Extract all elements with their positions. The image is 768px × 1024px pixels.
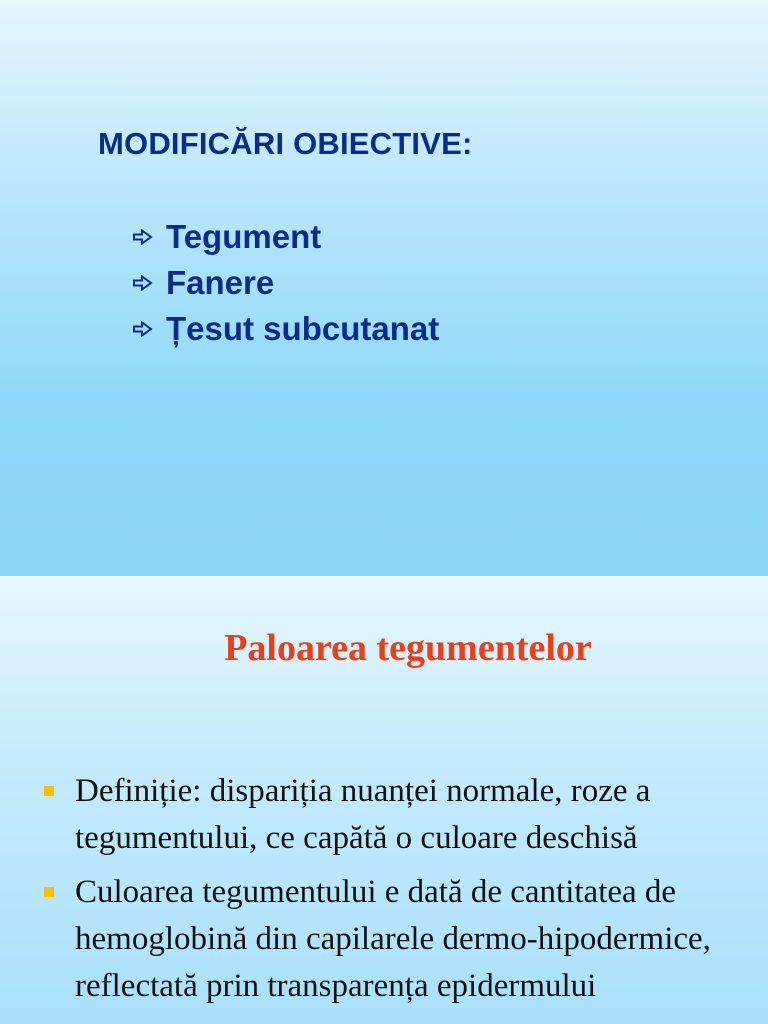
- bullet-item: [44, 768, 734, 862]
- list-item-label: Fanere: [166, 264, 275, 301]
- slide-1-title: MODIFICĂRI OBIECTIVE:: [98, 126, 473, 161]
- square-bullet-icon: [44, 887, 54, 897]
- slide-2-title: Paloarea tegumentelor: [224, 627, 592, 669]
- square-bullet-icon: [44, 786, 54, 796]
- arrow-right-outline-icon: [132, 275, 154, 291]
- arrow-right-outline-icon: [132, 229, 154, 245]
- list-item-label: Țesut subcutanat: [166, 310, 440, 347]
- arrow-right-outline-icon: [132, 321, 154, 337]
- bullet-text: Culoarea tegumentului e dată de cantitatea de hemoglobină din capilarele dermo-hipodermice, reflectată prin transparența epidermului: [75, 874, 711, 1004]
- slide-2-bullet-list: [44, 768, 734, 1017]
- bullet-item: [44, 869, 734, 1010]
- list-item: [132, 260, 439, 306]
- bullet-text: Definiție: dispariția nuanței normale, roze a tegumentului, ce capătă o culoare deschisă: [75, 773, 651, 856]
- list-item: [132, 306, 439, 352]
- slide-2: [0, 576, 768, 1024]
- list-item-label: Tegument: [166, 218, 322, 255]
- list-item: [132, 214, 439, 260]
- slide-1-list: [132, 214, 439, 352]
